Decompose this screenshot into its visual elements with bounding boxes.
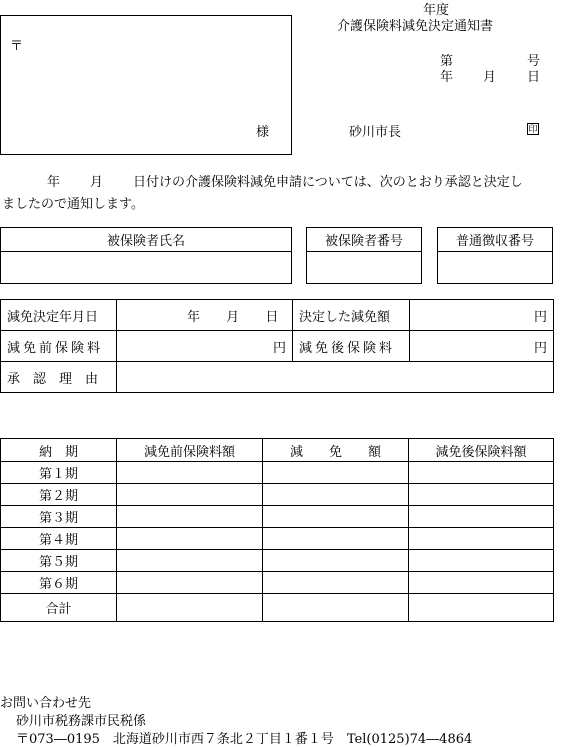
table-cell xyxy=(409,506,554,528)
insured-number-value xyxy=(307,252,422,284)
table-cell xyxy=(409,462,554,484)
intro-year: 年 xyxy=(47,175,61,190)
document-title: 介護保険料減免決定通知書 xyxy=(337,19,494,34)
table-cell xyxy=(117,550,263,572)
table-cell xyxy=(263,506,409,528)
period-label: 第１期 xyxy=(1,462,117,484)
table-cell xyxy=(409,594,554,622)
after-amount-header: 減免後保険料額 xyxy=(409,439,554,462)
collection-number-table xyxy=(437,227,553,284)
insured-name-table xyxy=(0,227,292,284)
contact-department: 砂川市税務課市民税係 xyxy=(16,714,147,729)
premium-after-label: 減免後保険料 xyxy=(293,331,410,362)
fiscal-year: 年度 xyxy=(423,3,450,18)
honorific: 様 xyxy=(256,125,270,140)
decided-amount-label: 決定した減免額 xyxy=(293,300,410,331)
period-label: 第５期 xyxy=(1,550,117,572)
insured-name-value xyxy=(1,252,292,284)
table-cell xyxy=(409,528,554,550)
period-label: 第６期 xyxy=(1,572,117,594)
table-cell xyxy=(117,572,263,594)
decision-date-value xyxy=(117,300,293,331)
table-cell xyxy=(117,484,263,506)
decision-date-day: 日 xyxy=(265,309,279,325)
period-label: 第４期 xyxy=(1,528,117,550)
official-seal-icon: 印 xyxy=(528,125,538,135)
table-cell xyxy=(117,594,263,622)
reduction-amount-header: 減 免 額 xyxy=(263,439,409,462)
collection-number-label: 普通徴収番号 xyxy=(438,228,553,252)
table-cell xyxy=(409,550,554,572)
table-cell xyxy=(117,462,263,484)
before-amount-header: 減免前保険料額 xyxy=(117,439,263,462)
table-cell xyxy=(263,484,409,506)
address-box xyxy=(0,15,292,155)
insured-number-label: 被保険者番号 xyxy=(307,228,422,252)
issue-date-month: 月 xyxy=(483,70,497,85)
insured-name-label: 被保険者氏名 xyxy=(1,228,292,252)
issuer-name: 砂川市長 xyxy=(349,125,402,140)
premium-before-yen: 円 xyxy=(117,331,293,362)
table-cell xyxy=(409,484,554,506)
period-header: 納 期 xyxy=(1,439,117,462)
table-cell xyxy=(263,572,409,594)
table-cell xyxy=(117,528,263,550)
number-prefix: 第 xyxy=(440,54,454,69)
period-label: 第２期 xyxy=(1,484,117,506)
table-cell xyxy=(263,594,409,622)
number-suffix: 号 xyxy=(527,54,541,69)
decision-table xyxy=(0,299,554,393)
premium-after-yen: 円 xyxy=(410,331,554,362)
decision-date-year: 年 xyxy=(187,309,201,325)
intro-line-2: ましたので通知します。 xyxy=(2,197,144,212)
issue-date-day: 日 xyxy=(527,70,541,85)
insured-number-table xyxy=(306,227,422,284)
intro-month: 月 xyxy=(90,175,104,190)
table-cell xyxy=(409,572,554,594)
contact-heading: お問い合わせ先 xyxy=(0,696,92,711)
premium-before-label: 減免前保険料 xyxy=(1,331,117,362)
issue-date-year: 年 xyxy=(440,70,454,85)
table-cell xyxy=(263,462,409,484)
period-table xyxy=(0,438,554,622)
decision-date-label: 減免決定年月日 xyxy=(1,300,117,331)
table-cell xyxy=(263,528,409,550)
decided-amount-yen: 円 xyxy=(410,300,554,331)
total-label: 合計 xyxy=(1,594,117,622)
table-cell xyxy=(263,550,409,572)
collection-number-value xyxy=(438,252,553,284)
period-label: 第３期 xyxy=(1,506,117,528)
decision-date-month: 月 xyxy=(226,309,240,325)
table-cell xyxy=(117,506,263,528)
approval-reason-label: 承 認 理 由 xyxy=(1,362,117,393)
contact-address: 〒073―0195 北海道砂川市西７条北２丁目１番１号 Tel(0125)74―4864 xyxy=(16,732,473,747)
postal-mark: 〒 xyxy=(10,39,24,54)
approval-reason-value xyxy=(117,362,554,393)
intro-line-1: 日付けの介護保険料減免申請については、次のとおり承認と決定し xyxy=(133,175,523,190)
